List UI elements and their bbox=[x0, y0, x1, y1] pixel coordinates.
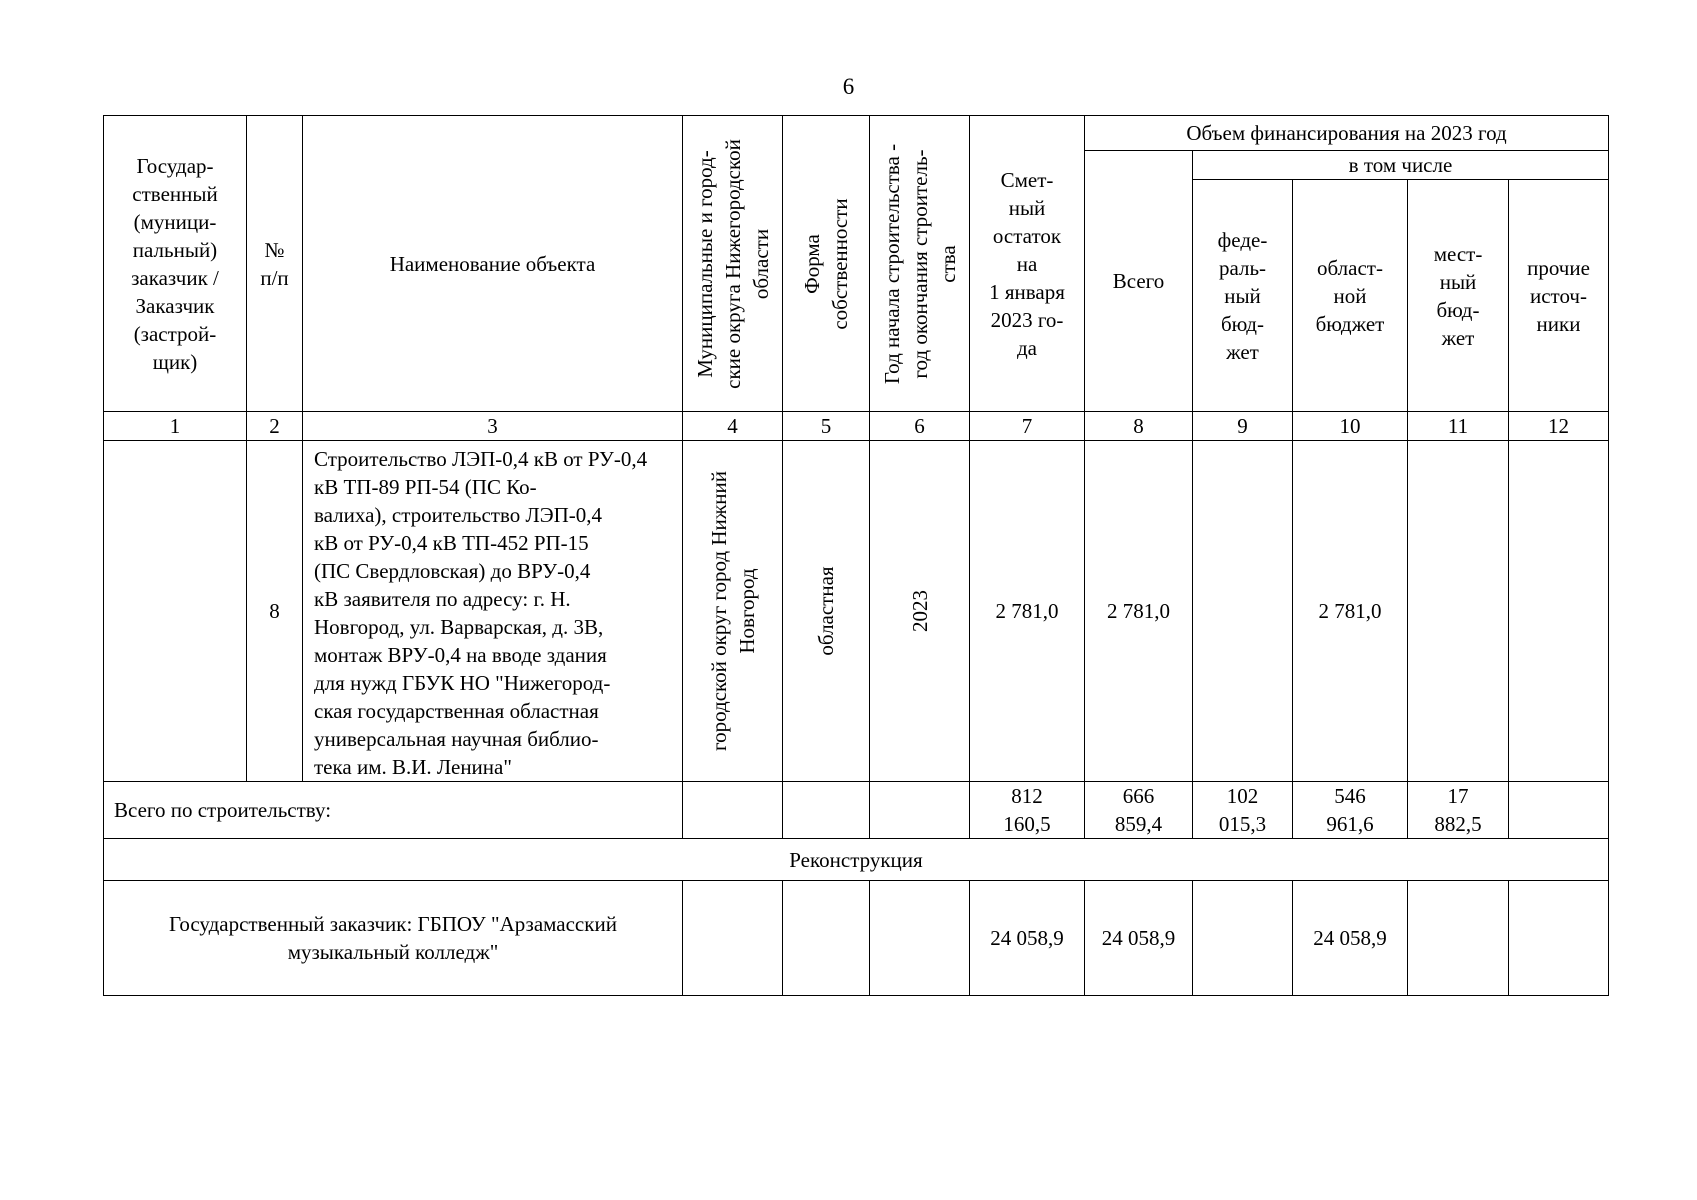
section-title: Реконструкция bbox=[104, 839, 1609, 881]
object-total: 2 781,0 bbox=[1085, 441, 1193, 782]
total-total: 666 859,4 bbox=[1085, 782, 1193, 839]
header-federal: феде- раль- ный бюд- жет bbox=[1193, 180, 1293, 412]
total-ownership bbox=[783, 782, 870, 839]
total-estimate: 812 160,5 bbox=[970, 782, 1085, 839]
total-municipality bbox=[683, 782, 783, 839]
header-municipality-text: Муниципальные и город- ские округа Нижегородской области bbox=[692, 138, 773, 389]
object-num: 8 bbox=[247, 441, 303, 782]
total-regional: 546 961,6 bbox=[1293, 782, 1408, 839]
header-including: в том числе bbox=[1193, 151, 1609, 180]
header-years bbox=[870, 116, 970, 412]
header-ownership-text: Форма собственности bbox=[800, 197, 852, 330]
customer-regional: 24 058,9 bbox=[1293, 881, 1408, 996]
header-estimate: Смет- ный остаток на 1 января 2023 го- да bbox=[970, 116, 1085, 412]
col-number: 5 bbox=[783, 412, 870, 441]
object-ownership-text: областная bbox=[814, 566, 838, 656]
customer-federal bbox=[1193, 881, 1293, 996]
customer-municipality bbox=[683, 881, 783, 996]
object-other bbox=[1509, 441, 1609, 782]
col-number: 4 bbox=[683, 412, 783, 441]
header-customer: Государ- ственный (муници- пальный) заказчик / Заказчик (застрой- щик) bbox=[104, 116, 247, 412]
column-numbers-row bbox=[104, 412, 1609, 441]
object-customer-cell bbox=[104, 441, 247, 782]
total-label: Всего по строительству: bbox=[104, 782, 683, 839]
financing-table bbox=[103, 115, 1609, 996]
header-num: № п/п bbox=[247, 116, 303, 412]
col-number: 11 bbox=[1408, 412, 1509, 441]
customer-other bbox=[1509, 881, 1609, 996]
col-number: 10 bbox=[1293, 412, 1408, 441]
table-row bbox=[104, 441, 1609, 782]
total-other bbox=[1509, 782, 1609, 839]
customer-total: 24 058,9 bbox=[1085, 881, 1193, 996]
customer-label: Государственный заказчик: ГБПОУ "Арзамасский музыкальный колледж" bbox=[104, 881, 683, 996]
col-number: 2 bbox=[247, 412, 303, 441]
col-number: 9 bbox=[1193, 412, 1293, 441]
section-row bbox=[104, 839, 1609, 881]
object-ownership bbox=[783, 441, 870, 782]
object-name: Строительство ЛЭП-0,4 кВ от РУ-0,4 кВ ТП-89 РП-54 (ПС Ко- валиха), строительство ЛЭП-0,4 кВ от РУ-0,4 кВ ТП-452 РП-15 (ПС Свердловская) до ВРУ-0,4 кВ заявителя по адресу: г. Н. Новгород, ул. Варварская, д. 3В, монтаж ВРУ-0,4 на вводе здания для нужд ГБУК НО "Нижегород- ская государственная областная универсальная научная библио- тека им. В.И. Ленина" bbox=[303, 441, 683, 782]
object-estimate: 2 781,0 bbox=[970, 441, 1085, 782]
object-municipality-text: городской округ город Нижний Новгород bbox=[706, 471, 759, 751]
col-number: 12 bbox=[1509, 412, 1609, 441]
header-object-name: Наименование объекта bbox=[303, 116, 683, 412]
object-local bbox=[1408, 441, 1509, 782]
header-local: мест- ный бюд- жет bbox=[1408, 180, 1509, 412]
object-years bbox=[870, 441, 970, 782]
col-number: 8 bbox=[1085, 412, 1193, 441]
col-number: 3 bbox=[303, 412, 683, 441]
total-row bbox=[104, 782, 1609, 839]
total-years bbox=[870, 782, 970, 839]
total-local: 17 882,5 bbox=[1408, 782, 1509, 839]
header-municipality bbox=[683, 116, 783, 412]
col-number: 6 bbox=[870, 412, 970, 441]
header-regional: област- ной бюджет bbox=[1293, 180, 1408, 412]
customer-estimate: 24 058,9 bbox=[970, 881, 1085, 996]
object-regional: 2 781,0 bbox=[1293, 441, 1408, 782]
total-federal: 102 015,3 bbox=[1193, 782, 1293, 839]
header-other: прочие источ- ники bbox=[1509, 180, 1609, 412]
header-ownership bbox=[783, 116, 870, 412]
header-total: Всего bbox=[1085, 151, 1193, 412]
header-financing: Объем финансирования на 2023 год bbox=[1085, 116, 1609, 151]
header-years-text: Год начала строительства - год окончания строитель- ства bbox=[879, 143, 960, 384]
page-number: 6 bbox=[842, 74, 855, 99]
col-number: 1 bbox=[104, 412, 247, 441]
object-federal bbox=[1193, 441, 1293, 782]
customer-local bbox=[1408, 881, 1509, 996]
customer-years bbox=[870, 881, 970, 996]
col-number: 7 bbox=[970, 412, 1085, 441]
customer-row bbox=[104, 881, 1609, 996]
object-years-text: 2023 bbox=[907, 590, 932, 632]
customer-ownership bbox=[783, 881, 870, 996]
object-municipality bbox=[683, 441, 783, 782]
